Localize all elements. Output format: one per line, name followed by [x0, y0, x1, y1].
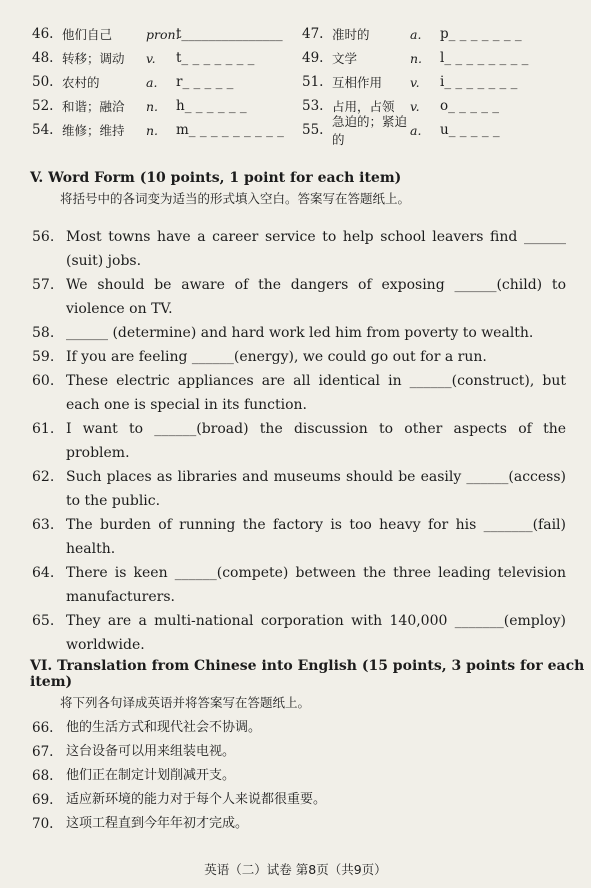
answer-blank: p_ _ _ _ _ _ _ — [440, 26, 522, 42]
question-text: These electric appliances are all identical in ______(construct), but each one is special in its function. — [66, 373, 566, 413]
section-instruction: 将下列各句译成英语并将答案写在答题纸上。 — [60, 695, 311, 710]
item-number: 46. — [32, 26, 54, 42]
question-number: 60. — [32, 373, 55, 389]
vocab-item — [302, 49, 572, 67]
section-word-form-header — [30, 170, 410, 207]
chinese-prompt: 他们自己 — [62, 27, 113, 42]
answer-blank: l_ _ _ _ _ _ _ _ — [440, 50, 529, 66]
vocab-row — [32, 114, 572, 147]
chinese-sentence: 他的生活方式和现代社会不协调。 — [66, 720, 262, 735]
vocab-row — [32, 46, 572, 70]
question-text: They are a multi-national corporation with 140,000 _______(employ) worldwide. — [66, 613, 566, 653]
question-text: There is keen ______(compete) between the three leading television manufacturers. — [66, 565, 566, 605]
vocab-item — [32, 49, 302, 67]
part-of-speech: v. — [146, 50, 156, 66]
translation-item — [32, 788, 326, 812]
question-text: If you are feeling ______(energy), we could go out for a run. — [66, 349, 487, 365]
chinese-prompt: 准时的 — [332, 27, 370, 42]
answer-blank: t_______________ — [176, 26, 283, 42]
part-of-speech: n. — [146, 98, 159, 114]
question-item — [32, 273, 566, 321]
question-number: 57. — [32, 277, 55, 293]
item-number: 53. — [302, 98, 324, 114]
chinese-sentence: 这台设备可以用来组装电视。 — [66, 744, 236, 759]
chinese-prompt: 急迫的；紧迫的 — [332, 114, 408, 147]
translation-item — [32, 740, 326, 764]
part-of-speech: a. — [146, 74, 158, 90]
question-item — [32, 369, 566, 417]
chinese-sentence: 适应新环境的能力对于每个人来说都很重要。 — [66, 792, 327, 807]
question-number: 65. — [32, 613, 55, 629]
question-item — [32, 417, 566, 465]
vocab-row — [32, 70, 572, 94]
question-text: We should be aware of the dangers of exposing ______(child) to violence on TV. — [66, 277, 566, 317]
vocab-item — [32, 25, 302, 43]
item-number: 55. — [302, 122, 324, 138]
part-of-speech: n. — [410, 50, 423, 66]
translation-item — [32, 764, 326, 788]
chinese-prompt: 文学 — [332, 51, 358, 66]
answer-blank: i_ _ _ _ _ _ _ — [440, 74, 518, 90]
item-number: 50. — [32, 74, 54, 90]
question-item — [32, 321, 566, 345]
vocab-item — [302, 112, 572, 148]
section-title: VI. Translation from Chinese into English (15 points, 3 points for each item) — [30, 658, 585, 690]
question-number: 61. — [32, 421, 55, 437]
question-number: 63. — [32, 517, 55, 533]
question-number: 58. — [32, 325, 55, 341]
question-text: The burden of running the factory is too heavy for his _______(fail) health. — [66, 517, 566, 557]
question-number: 56. — [32, 229, 55, 245]
vocab-item — [302, 25, 572, 43]
question-text: ______ (determine) and hard work led him from poverty to wealth. — [66, 325, 534, 341]
translation-item — [32, 812, 326, 836]
part-of-speech: a. — [410, 26, 422, 42]
part-of-speech: n. — [146, 122, 159, 138]
item-number: 48. — [32, 50, 54, 66]
part-of-speech: a. — [410, 122, 422, 138]
question-text: Such places as libraries and museums should be easily ______(access) to the public. — [66, 469, 566, 509]
item-number: 51. — [302, 74, 324, 90]
translation-item — [32, 716, 326, 740]
vocab-row — [32, 22, 572, 46]
question-number: 70. — [32, 816, 54, 832]
question-text: I want to ______(broad) the discussion to other aspects of the problem. — [66, 421, 566, 461]
part-of-speech: v. — [410, 74, 420, 90]
answer-blank: m_ _ _ _ _ _ _ _ _ — [176, 122, 284, 138]
vocab-item — [302, 73, 572, 91]
chinese-prompt: 农村的 — [62, 75, 100, 90]
answer-blank: h_ _ _ _ _ _ — [176, 98, 247, 114]
answer-blank: o_ _ _ _ _ — [440, 98, 500, 114]
chinese-sentence: 这项工程直到今年年初才完成。 — [66, 816, 249, 831]
question-number: 64. — [32, 565, 55, 581]
question-number: 59. — [32, 349, 55, 365]
section-translation-header — [30, 658, 591, 711]
question-number: 67. — [32, 744, 54, 760]
vocab-item — [32, 121, 302, 139]
chinese-prompt: 互相作用 — [332, 75, 383, 90]
part-of-speech: pron. — [146, 26, 180, 42]
part-of-speech: v. — [410, 98, 420, 114]
chinese-prompt: 维修；维持 — [62, 123, 125, 138]
item-number: 49. — [302, 50, 324, 66]
question-item — [32, 465, 566, 513]
chinese-prompt: 转移；调动 — [62, 51, 125, 66]
item-number: 54. — [32, 122, 54, 138]
question-number: 69. — [32, 792, 54, 808]
vocabulary-list — [32, 22, 572, 147]
vocab-item — [32, 97, 302, 115]
word-form-items — [32, 225, 566, 657]
question-number: 62. — [32, 469, 55, 485]
question-number: 66. — [32, 720, 54, 736]
item-number: 52. — [32, 98, 54, 114]
answer-blank: t_ _ _ _ _ _ _ — [176, 50, 255, 66]
question-item — [32, 345, 566, 369]
question-item — [32, 609, 566, 657]
answer-blank: r_ _ _ _ _ — [176, 74, 234, 90]
page-footer: 英语（二）试卷 第8页（共9页） — [204, 862, 387, 877]
question-item — [32, 225, 566, 273]
chinese-prompt: 占用，占领 — [332, 99, 395, 114]
vocab-item — [32, 73, 302, 91]
item-number: 47. — [302, 26, 324, 42]
question-number: 68. — [32, 768, 54, 784]
question-item — [32, 561, 566, 609]
chinese-prompt: 和谐；融洽 — [62, 99, 125, 114]
question-item — [32, 513, 566, 561]
translation-items — [32, 716, 326, 836]
answer-blank: u_ _ _ _ _ — [440, 122, 500, 138]
question-text: Most towns have a career service to help school leavers find ______ (suit) jobs. — [66, 229, 566, 269]
section-instruction: 将括号中的各词变为适当的形式填入空白。答案写在答题纸上。 — [60, 191, 411, 206]
chinese-sentence: 他们正在制定计划削减开支。 — [66, 768, 236, 783]
section-title: V. Word Form (10 points, 1 point for each item) — [30, 170, 402, 186]
